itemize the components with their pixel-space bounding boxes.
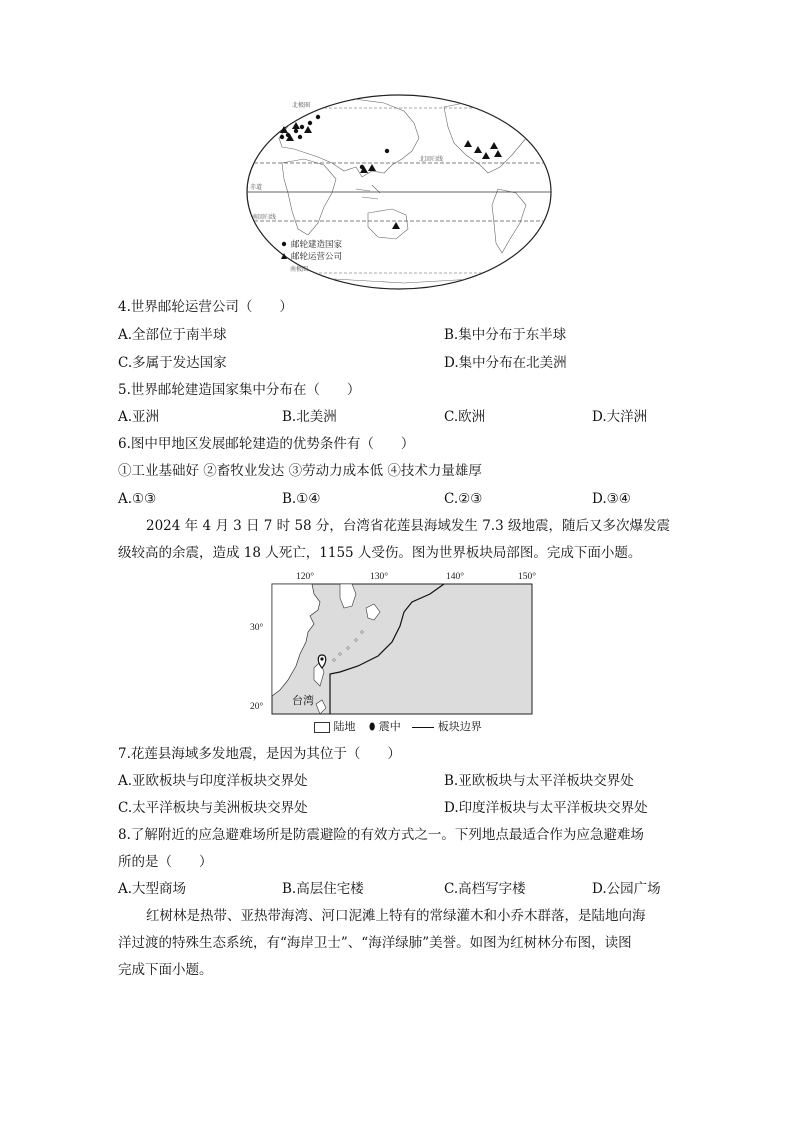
legend-boundary-line-icon (412, 727, 434, 728)
shipbuilding-dot (298, 135, 302, 139)
passage2-line1: 红树林是热带、亚热带海湾、河口泥滩上特有的常绿灌木和小乔木群落，是陆地向海 (146, 908, 646, 924)
equator-label: 赤道 (250, 185, 263, 191)
q8-stem-line2: 所的是（ ） (118, 854, 213, 870)
legend-epicenter-icon: ⬮ (369, 722, 376, 733)
q5-option-c[interactable]: C.欧洲 (444, 409, 486, 425)
q4-option-d[interactable]: D.集中分布在北美洲 (444, 355, 567, 371)
q7-stem: 7.花莲县海域多发地震，是因为其位于（ ） (118, 746, 401, 762)
q4-stem: 4.世界邮轮运营公司（ ） (118, 299, 293, 315)
lat-label-20: 20° (250, 702, 264, 712)
q8-option-d[interactable]: D.公园广场 (592, 881, 661, 897)
tropic-capricorn-label: 南回归线 (252, 215, 277, 221)
q6-options-line: ①工业基础好 ②畜牧业发达 ③劳动力成本低 ④技术力量雄厚 (118, 463, 482, 479)
passage1-line2: 级较高的余震，造成 18 人死亡，1155 人受伤。图为世界板块局部图。完成下面小题。 (118, 545, 642, 561)
arctic-label: 北极圈 (292, 103, 311, 109)
legend-companies: 邮轮运营公司 (291, 252, 343, 262)
q6-option-d[interactable]: D.③④ (592, 491, 631, 507)
q7-option-a[interactable]: A.亚欧板块与印度洋板块交界处 (118, 773, 308, 789)
q7-option-c[interactable]: C.太平洋板块与美洲板块交界处 (118, 800, 308, 816)
q7-option-d[interactable]: D.印度洋板块与太平洋板块交界处 (444, 800, 648, 816)
lat-label-30: 30° (250, 623, 264, 633)
legend-countries: 邮轮建造国家 (291, 240, 343, 250)
legend-land-swatch (314, 722, 330, 733)
taiwan-label: 台湾 (292, 694, 314, 707)
q6-stem: 6.图中甲地区发展邮轮建造的优势条件有（ ） (118, 436, 415, 452)
q7-option-b[interactable]: B.亚欧板块与太平洋板块交界处 (444, 773, 634, 789)
q6-option-c[interactable]: C.②③ (444, 491, 483, 507)
q8-option-a[interactable]: A.大型商场 (118, 881, 187, 897)
legend-boundary-label: 板块边界 (437, 720, 482, 733)
legend-epicenter-label: 震中 (378, 720, 401, 733)
q6-option-a[interactable]: A.①③ (118, 491, 157, 507)
q5-option-a[interactable]: A.亚洲 (118, 409, 160, 425)
q8-stem-line1: 8.了解附近的应急避难场所是防震避险的有效方式之一。下列地点最适合作为应急避难场 (118, 827, 644, 843)
q5-stem: 5.世界邮轮建造国家集中分布在（ ） (118, 382, 361, 398)
legend-land-label: 陆地 (333, 720, 356, 733)
shipbuilding-dot (294, 129, 298, 133)
q8-option-b[interactable]: B.高层住宅楼 (282, 881, 364, 897)
q5-option-b[interactable]: B.北美洲 (282, 409, 337, 425)
lon-label-140: 140° (446, 572, 465, 582)
q6-option-b[interactable]: B.①④ (282, 491, 321, 507)
q8-option-c[interactable]: C.高档写字楼 (444, 881, 526, 897)
shipbuilding-dot (280, 135, 284, 139)
shipbuilding-dot (308, 121, 312, 125)
lon-label-130: 130° (370, 572, 389, 582)
greenland-outline (494, 95, 524, 111)
shipbuilding-dot (316, 115, 320, 119)
map-frame (272, 584, 532, 714)
passage2-line2: 洋过渡的特殊生态系统，有“海岸卫士”、“海洋绿肺”美誉。如图为红树林分布图，读图 (118, 935, 632, 951)
shipbuilding-dot (385, 149, 389, 153)
q4-option-a[interactable]: A.全部位于南半球 (118, 327, 227, 343)
plate-map (248, 568, 548, 718)
passage2-line3: 完成下面小题。 (118, 962, 213, 978)
tropic-cancer-label: 北回归线 (419, 157, 444, 163)
antarctic-label: 南极圈 (290, 267, 309, 273)
map2-legend (314, 718, 482, 734)
q5-option-d[interactable]: D.大洋洲 (592, 409, 648, 425)
q4-option-b[interactable]: B.集中分布于东半球 (444, 327, 567, 343)
world-cruise-map (244, 93, 554, 293)
legend-dot-icon (282, 242, 286, 246)
lon-label-120: 120° (296, 572, 315, 582)
passage1-line1: 2024 年 4 月 3 日 7 时 58 分，台湾省花莲县海域发生 7.3 级地震，随后又多次爆发震 (146, 518, 670, 534)
shipbuilding-dot (300, 125, 304, 129)
q4-option-c[interactable]: C.多属于发达国家 (118, 355, 227, 371)
lon-label-150: 150° (518, 572, 537, 582)
